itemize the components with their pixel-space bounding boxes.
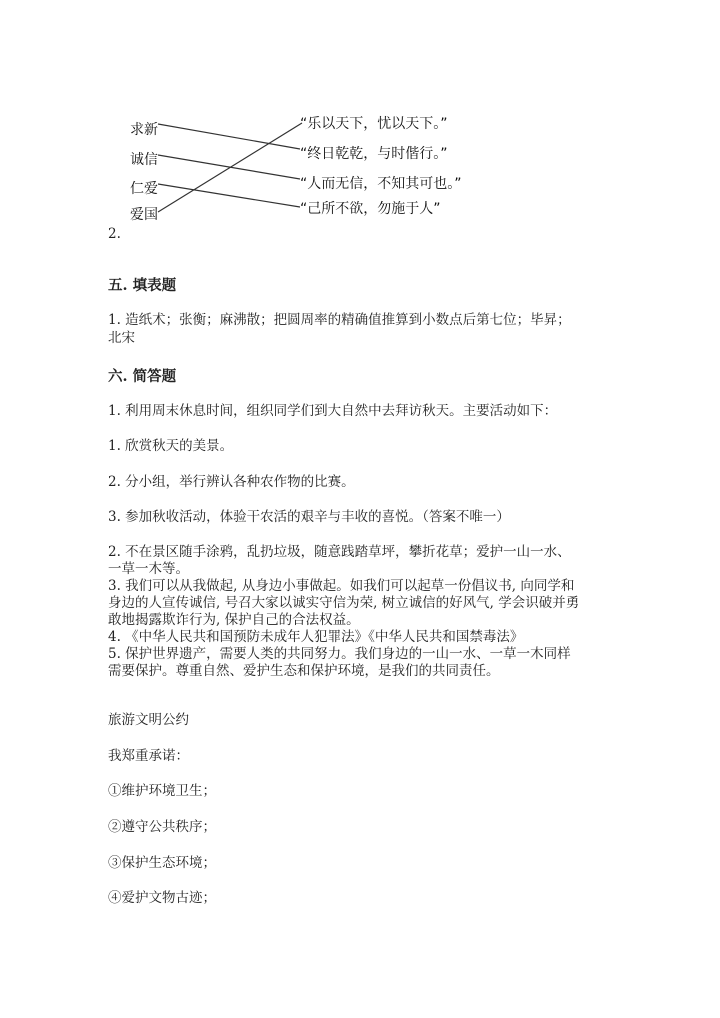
match-right-3: “人而无信，不知其可也。” [300,176,462,192]
q3-line-1: 3. 我们可以从我做起, 从身边小事做起。如我们可以起草一份倡议书, 向同学和 [108,578,575,594]
match-right-4: “己所不欲，勿施于人” [300,201,441,217]
q5-line-1: 5. 保护世界遗产，需要人类的共同努力。我们身边的一山一水、一草一木同样 [108,646,571,662]
q2-line-2: 一草一木等。 [108,561,189,577]
section5-title: 五. 填表题 [108,277,177,294]
match-line-3 [158,184,300,207]
q1-intro: 1. 利用周末休息时间，组织同学们到大自然中去拜访秋天。主要活动如下： [108,403,558,419]
section5-answer-line1: 1. 造纸术；张衡；麻沸散；把圆周率的精确值推算到小数点后第七位；毕昇； [108,312,571,328]
match-right-1: “乐以天下，忧以天下。” [300,116,448,132]
q5-line-2: 需要保护。尊重自然、爱护生态和保护环境，是我们的共同责任。 [108,663,500,679]
convention-item-2: ②遵守公共秩序； [108,819,216,835]
match-right-2: “终日乾乾，与时偕行。” [300,146,448,162]
q1-item-1: 1. 欣赏秋天的美景。 [108,438,234,454]
match-left-1: 求新 [130,122,158,138]
match-left-3: 仁爱 [130,181,158,197]
convention-title: 旅游文明公约 [108,712,189,728]
q4-line: 4. 《中华人民共和国预防未成年人犯罪法》《中华人民共和国禁毒法》 [108,629,524,645]
matching-lines [0,0,720,240]
match-line-1 [158,124,300,149]
convention-item-4: ④爱护文物古迹； [108,890,216,906]
match-left-2: 诚信 [130,152,158,168]
match-line-2 [158,155,300,179]
convention-item-3: ③保护生态环境； [108,855,216,871]
q2-line-1: 2. 不在景区随手涂鸦，乱扔垃圾，随意践踏草坪，攀折花草；爱护一山一水、 [108,544,571,560]
section5-answer-line2: 北宋 [108,330,135,346]
item-number-2: 2. [108,226,121,242]
convention-pledge: 我郑重承诺： [108,748,189,764]
q1-item-3: 3. 参加秋收活动，体验干农活的艰辛与丰收的喜悦。（答案不唯一） [108,509,510,525]
convention-item-1: ①维护环境卫生； [108,783,216,799]
q3-line-2: 身边的人宣传诚信, 号召大家以诚实守信为荣, 树立诚信的好风气, 学会识破并勇 [108,595,580,611]
match-left-4: 爱国 [130,207,158,223]
q3-line-3: 敢地揭露欺诈行为, 保护自己的合法权益。 [108,612,360,628]
q1-item-2: 2. 分小组，举行辨认各种农作物的比赛。 [108,474,355,490]
section6-title: 六. 简答题 [108,368,177,385]
